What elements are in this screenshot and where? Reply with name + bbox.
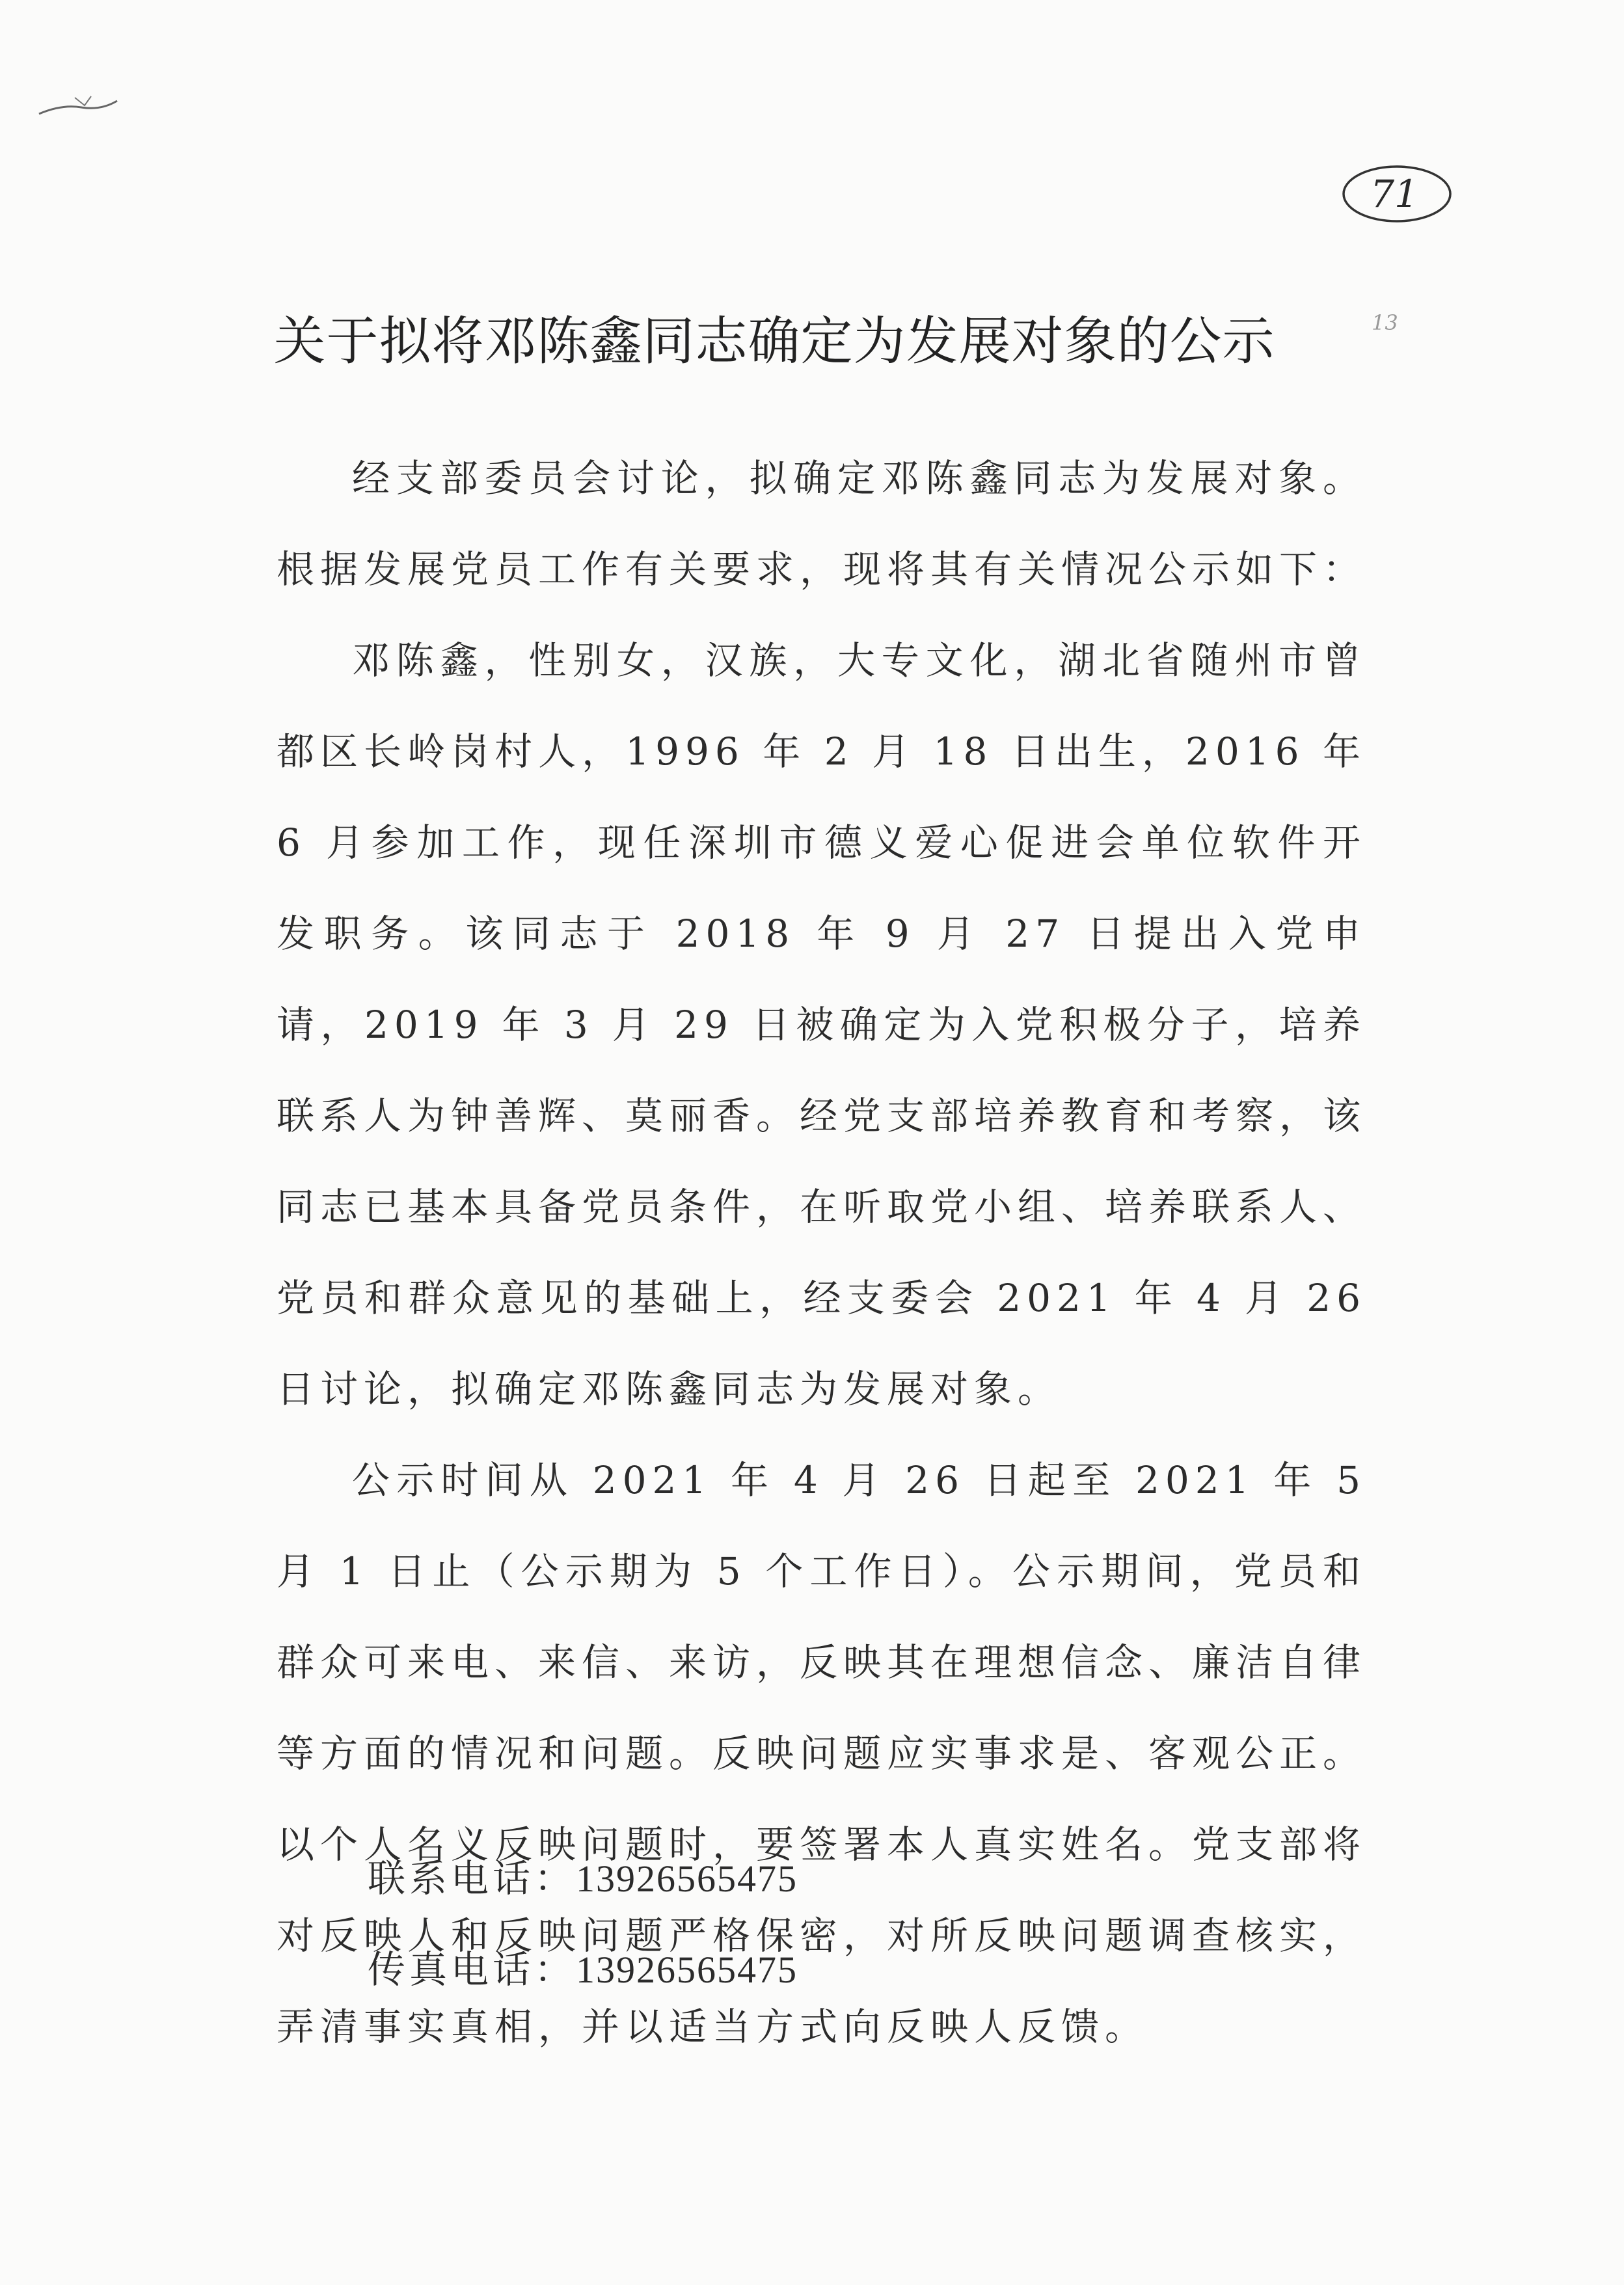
handwritten-page-mark bbox=[1337, 156, 1454, 228]
publicity-period-paragraph: 公示时间从 2021 年 4 月 26 日起至 2021 年 5 月 1 日止（公示期为 5 个工作日）。公示期间，党员和群众可来电、来信、来访，反映其在理想信念、廉洁自律等方面的情况和问题。反映问题应实事求是、客观公正。以个人名义反映问题时，要签署本人真实姓名。党支部将对反映人和反映问题严格保密，对所反映问题调查核实，弄清事实真相，并以适当方式向反映人反馈。 bbox=[277, 1458, 1367, 2049]
contact-phone-number: 13926565475 bbox=[576, 1858, 798, 1900]
page-mark-number: 71 bbox=[1370, 172, 1418, 216]
margin-mark-text: 13 bbox=[1372, 310, 1398, 335]
intro-paragraph: 经支部委员会讨论，拟确定邓陈鑫同志为发展对象。根据发展党员工作有关要求，现将其有关情况公示如下： bbox=[277, 456, 1367, 591]
contact-phone-label: 联系电话： bbox=[368, 1856, 576, 1900]
contact-fax bbox=[368, 1939, 1213, 1994]
candidate-info-paragraph: 邓陈鑫，性别女，汉族，大专文化，湖北省随州市曾都区长岭岗村人，1996 年 2 月 18 日出生，2016 年 6 月参加工作，现任深圳市德义爱心促进会单位软件开发职务。该同志于 2018 年 9 月 27 日提出入党申请，2019 年 3 月 29 日被确定为入党积极分子，培养联系人为钟善辉、莫丽香。经党支部培养教育和考察，该同志已基本具备党员条件，在听取党小组、培养联系人、党员和群众意见的基础上，经支委会 2021 年 4 月 26 日讨论，拟确定邓陈鑫同志为发展对象。 bbox=[277, 638, 1367, 1411]
contact-phone bbox=[368, 1848, 1213, 1902]
scan-smudge-mark bbox=[36, 85, 120, 130]
handwritten-margin-mark bbox=[1366, 303, 1405, 342]
notice-body bbox=[277, 433, 1366, 2072]
contact-fax-number: 13926565475 bbox=[576, 1949, 798, 1991]
notice-title: 关于拟将邓陈鑫同志确定为发展对象的公示 bbox=[273, 311, 1275, 372]
contact-fax-label: 传真电话： bbox=[368, 1947, 576, 1992]
